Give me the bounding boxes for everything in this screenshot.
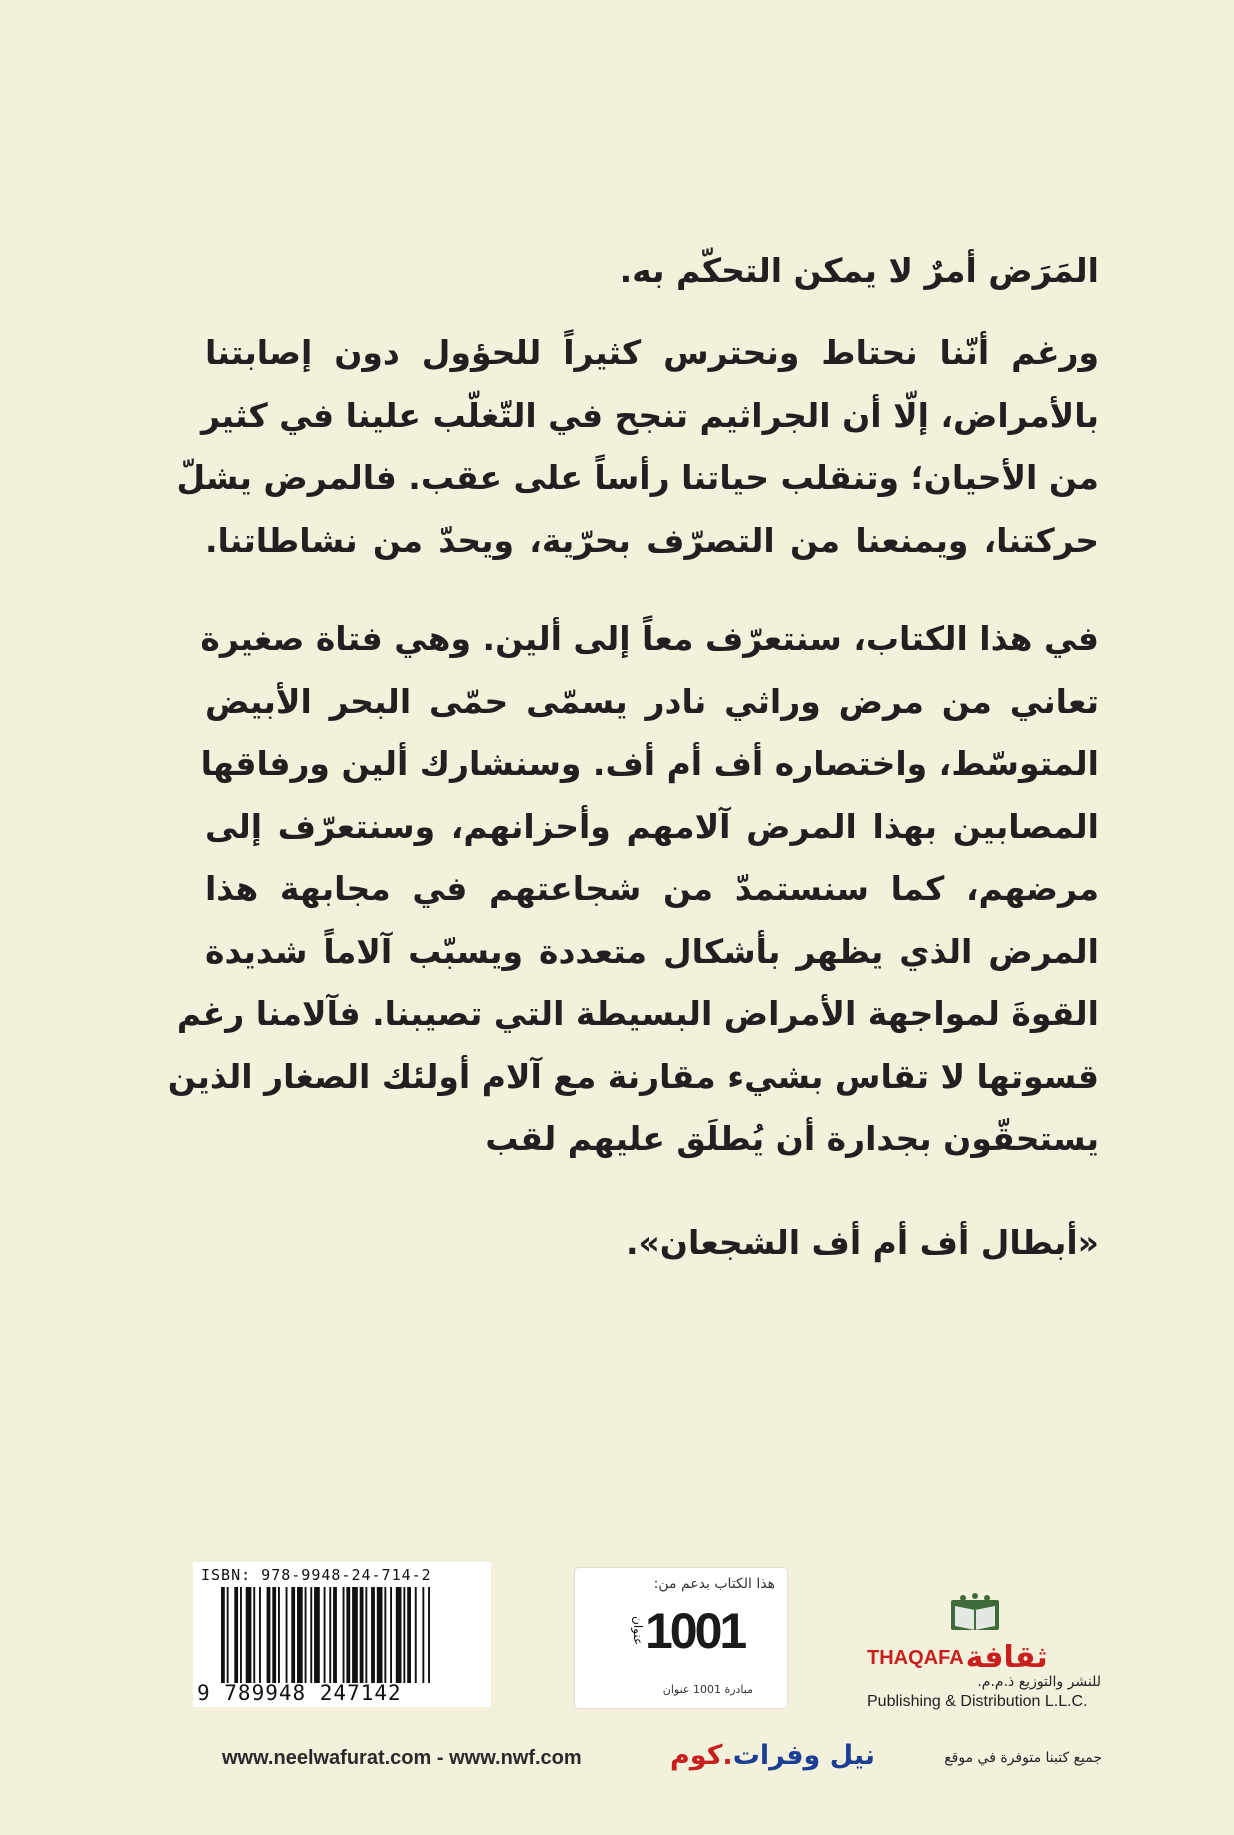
barcode-bar [286, 1587, 288, 1683]
barcode-bar [377, 1587, 383, 1683]
brand-part-b: .كوم [670, 1740, 733, 1771]
availability-text: جميع كتبنا متوفرة في موقع [944, 1750, 1102, 1766]
support-title: هذا الكتاب بدعم من: [653, 1576, 775, 1592]
isbn-label: ISBN: 978-9948-24-714-2 [201, 1566, 432, 1584]
barcode-digits: 9 789948 247142 [197, 1681, 402, 1705]
barcode-bar [278, 1587, 280, 1683]
paragraph-line: يستحقّون بجدارة أن يُطلَق عليهم لقب [485, 1119, 1099, 1158]
barcode-bar [422, 1587, 424, 1683]
paragraph-2 [167, 608, 1099, 1171]
paragraph-line: من الأحيان؛ وتنقلب حياتنا رأساً على عقب. فالمرض يشلّ [176, 458, 1099, 497]
barcode-bar [360, 1587, 364, 1683]
barcode-bars [221, 1587, 479, 1683]
paragraph-line: مرضهم، كما سنستمدّ من شجاعتهم في مجابهة هذا [205, 869, 1099, 908]
footer [222, 1742, 1102, 1776]
barcode-bar [240, 1587, 242, 1683]
barcode-bar [314, 1587, 320, 1683]
barcode-bar [324, 1587, 326, 1683]
barcode-bar [384, 1587, 386, 1683]
paragraph-line: المتوسّط، واختصاره أف أم أف. وسنشارك ألين ورفاقها [200, 744, 1099, 783]
barcode-bar [333, 1587, 337, 1683]
barcode-bar [343, 1587, 345, 1683]
paragraph-line: حركتنا، ويمنعنا من التصرّف بحرّية، ويحدّ من نشاطاتنا. [205, 520, 1099, 560]
intro-line: المَرَض أمرٌ لا يمكن التحكّم به. [619, 251, 1099, 290]
barcode-bar [407, 1587, 411, 1683]
barcode-bar [371, 1587, 375, 1683]
barcode-bar [267, 1587, 271, 1683]
barcode-bar [403, 1587, 405, 1683]
barcode-bar [346, 1587, 350, 1683]
paragraph-line: ورغم أنّنا نحتاط ونحترس كثيراً للحؤول دون إصابتنا [205, 333, 1099, 372]
initiative-logo [627, 1602, 744, 1660]
barcode-bar [396, 1587, 402, 1683]
paragraph-line: بالأمراض، إلّا أن الجراثيم تنجح في التّغلّب علينا في كثير [200, 395, 1099, 435]
book-emblem-icon [949, 1592, 1001, 1632]
barcode-bar [234, 1587, 238, 1683]
paragraph-line: في هذا الكتاب، سنتعرّف معاً إلى ألين. وهي فتاة صغيرة [200, 619, 1099, 658]
intro-text [205, 240, 1099, 303]
closing-text [205, 1212, 1099, 1275]
barcode-bar [415, 1587, 417, 1683]
logo-number: 1001 [645, 1603, 745, 1659]
publisher-tagline-arabic: للنشر والتوزيع ذ.م.م. [977, 1674, 1101, 1690]
publisher-name [867, 1640, 1105, 1675]
logo-word: عنوان [631, 1616, 645, 1646]
paragraph-line: المرض الذي يظهر بأشكال متعددة ويسبّب آلاماً شديدة [205, 931, 1099, 971]
barcode-bar [227, 1587, 229, 1683]
closing-line: «أبطال أف أم أف الشجعان». [625, 1223, 1099, 1262]
barcode-bar [428, 1587, 430, 1683]
footer-urls[interactable]: www.neelwafurat.com - www.nwf.com [222, 1747, 582, 1769]
barcode-bar [253, 1587, 255, 1683]
barcode-bar [297, 1587, 303, 1683]
barcode-bar [329, 1587, 331, 1683]
publisher-logo [865, 1592, 1105, 1712]
paragraph-line: تعاني من مرض وراثي نادر يسمّى حمّى البحر الأبيض [205, 681, 1099, 721]
barcode-bar [390, 1587, 392, 1683]
paragraph-line: المصابين بهذا المرض آلامهم وأحزانهم، وسنتعرّف إلى [205, 806, 1099, 846]
barcode-bar [259, 1587, 261, 1683]
barcode-bar [246, 1587, 252, 1683]
paragraph-line: القوةَ لمواجهة الأمراض البسيطة التي تصيبنا. فآلامنا رغم [176, 994, 1099, 1033]
isbn-barcode [193, 1562, 491, 1707]
barcode-bar [310, 1587, 312, 1683]
brand-part-a: نيل وفرات [732, 1740, 875, 1771]
barcode-bar [272, 1587, 276, 1683]
barcode-bar [365, 1587, 367, 1683]
publisher-name-arabic: ثقافة [965, 1640, 1048, 1675]
support-subtitle: مبادرة 1001 عنوان [662, 1683, 753, 1696]
paragraph-1 [176, 322, 1099, 572]
support-card [575, 1568, 787, 1708]
publisher-tagline-english: Publishing & Distribution L.L.C. [867, 1693, 1088, 1710]
publisher-name-latin: THAQAFA [867, 1646, 964, 1669]
barcode-bar [305, 1587, 307, 1683]
barcode-bar [221, 1587, 225, 1683]
barcode-bar [352, 1587, 358, 1683]
paragraph-line: قسوتها لا تقاس بشيء مقارنة مع آلام أولئك الصغار الذين [167, 1056, 1099, 1096]
footer-brand [670, 1740, 875, 1771]
barcode-bar [291, 1587, 295, 1683]
